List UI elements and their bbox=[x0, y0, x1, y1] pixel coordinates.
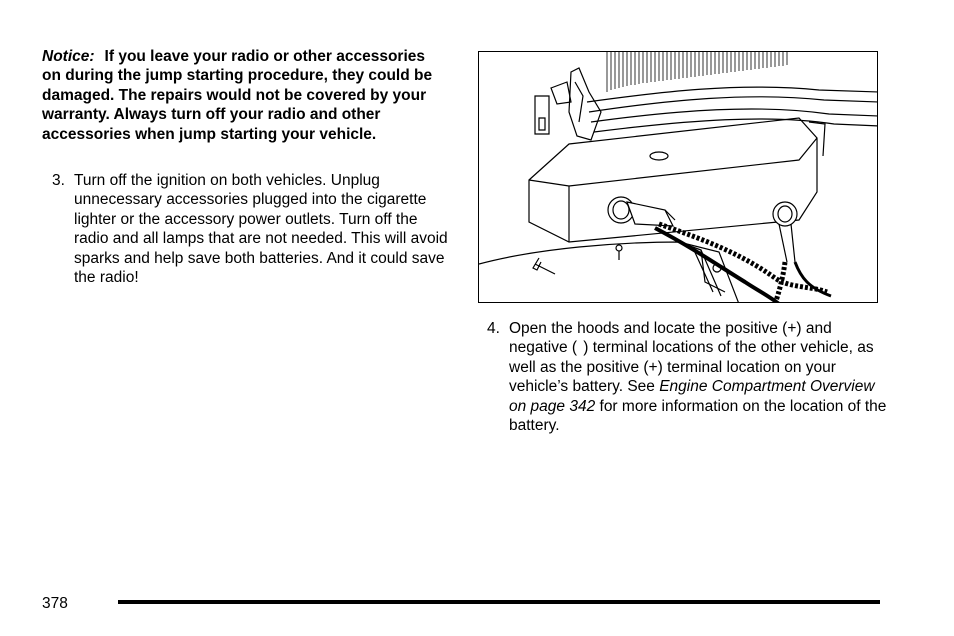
notice-lead: Notice: bbox=[42, 48, 95, 65]
step-4 bbox=[487, 319, 887, 435]
step-text-before: Open the hoods and locate the positive (+) and negative ( ) terminal locations of the other vehicle, as well as the positive (+) terminal location on your vehicle’s battery. See bbox=[509, 320, 874, 396]
notice-paragraph bbox=[42, 47, 447, 144]
page-number: 378 bbox=[42, 595, 68, 612]
step-text bbox=[509, 319, 887, 435]
step-text-after: for more information on the location of the battery. bbox=[509, 397, 887, 435]
cross-reference-link[interactable]: Engine Compartment Overview on page 342 bbox=[509, 378, 875, 415]
step-3 bbox=[52, 171, 452, 287]
notice-text: If you leave your radio or other accessories on during the jump starting procedure, they could be damaged. The repairs would not be covered by your warranty. Always turn off your radio and other accessories when jump starting your vehicle. bbox=[42, 48, 433, 143]
step-number: 3. bbox=[52, 172, 65, 189]
step-number: 4. bbox=[487, 320, 500, 337]
step-text: Turn off the ignition on both vehicles. Unplug unnecessary accessories plugged into the cigarette lighter or the accessory power outlets. Turn off the radio and all lamps that are not needed. This will avoid sparks and help save both batteries. And it could save the radio! bbox=[74, 172, 448, 287]
battery-illustration bbox=[478, 51, 878, 303]
radiator-fins bbox=[607, 52, 787, 92]
footer-rule bbox=[118, 600, 880, 604]
battery-terminals-illustration-icon bbox=[479, 52, 878, 303]
